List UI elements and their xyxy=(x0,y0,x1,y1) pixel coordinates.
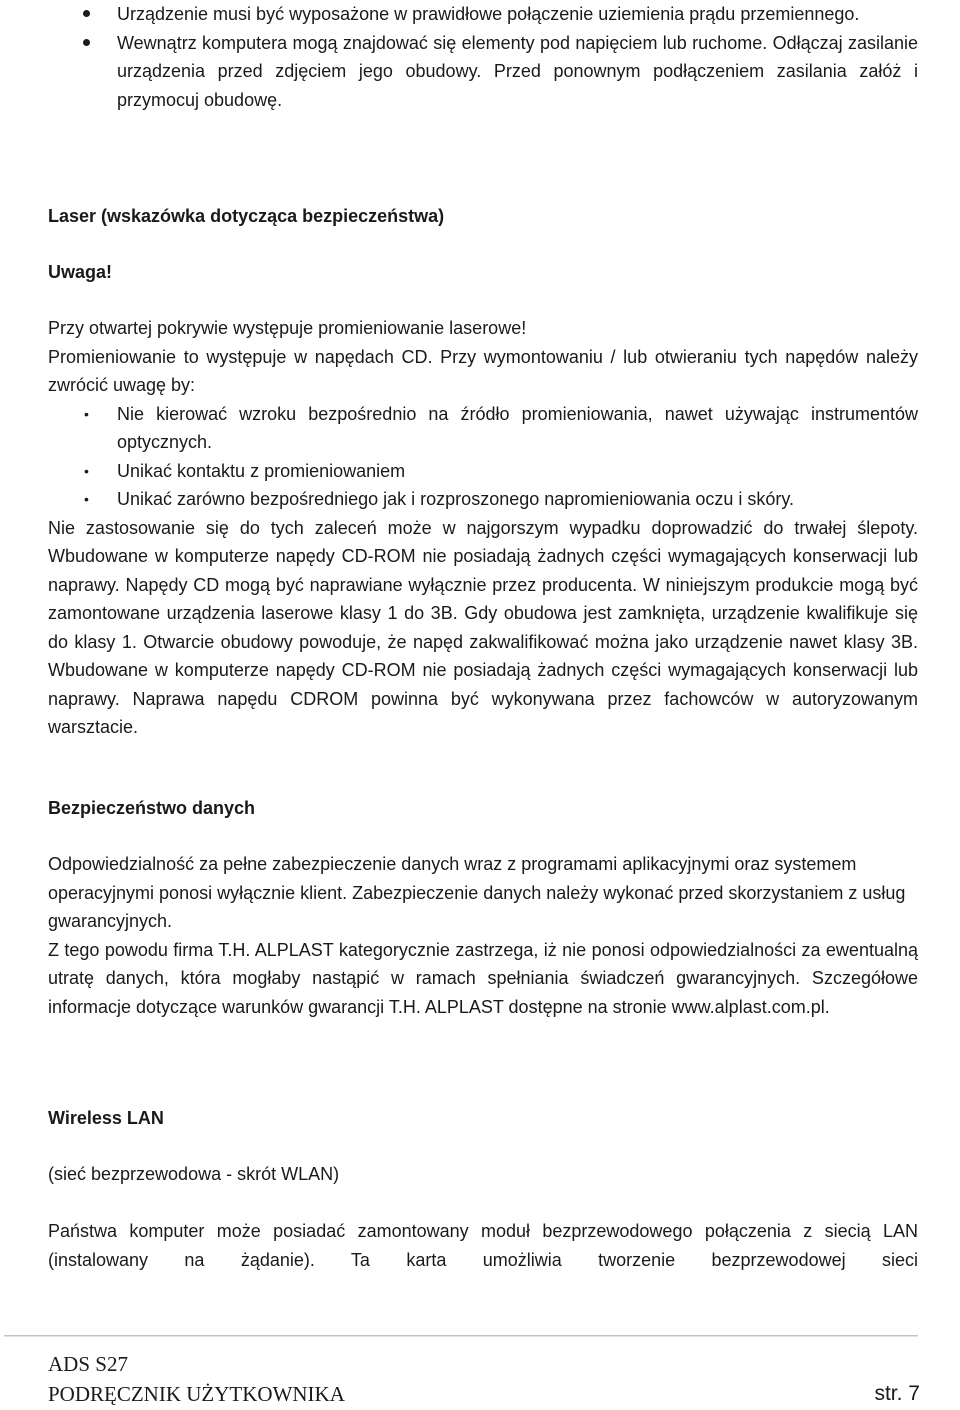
data-safety-para: Odpowiedzialność za pełne zabezpieczenie danych wraz z programami aplikacyjnymi oraz systemem operacyjnymi ponosi wyłącznie klient. Zabezpieczenie danych należy wykonać przed skorzystaniem z usług gwarancyjnych. xyxy=(48,854,906,931)
bullet-item: • Unikać kontaktu z promieniowaniem xyxy=(48,457,918,486)
laser-intro-text: Promieniowanie to występuje w napędach CD. Przy wymontowaniu / lub otwieraniu tych napędów należy zwrócić uwagę by: xyxy=(48,346,918,395)
data-safety-para: Z tego powodu firma T.H. ALPLAST kategorycznie zastrzega, iż nie ponosi odpowiedzialności za ewentualną utratę danych, która mogłaby nastąpić w ramach spełniania świadczeń gwarancyjnych. Szczegółowe informacje dotyczące warunków gwarancji T.H. ALPLAST dostępne na stronie www.alplast.com.pl. xyxy=(48,939,918,1017)
bullet-item: Wewnątrz komputera mogą znajdować się elementy pod napięciem lub ruchome. Odłączaj zasilanie urządzenia przed zdjęciem jego obudowy. Przed ponownym podłączeniem zasilania załóż i przymocuj obudowę. xyxy=(48,29,918,115)
footer xyxy=(48,1382,920,1407)
footer-manual-title: PODRĘCZNIK UŻYTKOWNIKA xyxy=(48,1382,345,1406)
wireless-subtitle: (sieć bezprzewodowa - skrót WLAN) xyxy=(48,1164,340,1184)
bullet-item: • Unikać zarówno bezpośredniego jak i rozproszonego napromieniowania oczu i skóry. xyxy=(48,485,918,514)
grounding-bullet-list xyxy=(48,0,918,114)
laser-intro xyxy=(48,314,918,742)
laser-body: Nie zastosowanie się do tych zaleceń może w najgorszym wypadku doprowadzić do trwałej ślepoty. Wbudowane w komputerze napędy CD-ROM nie posiadają żadnych części wymagających konserwacji lub naprawy. Napędy CD mogą być naprawiane wyłącznie przez producenta. W niniejszym produkcie mogą być zamontowane urządzenia laserowe klasy 1 do 3B. Gdy obudowa jest zamknięta, urządzenie kwalifikuje się do klasy 1. Otwarcie obudowy powoduje, że napęd zakwalifikować można jako urządzenie nawet klasy 3B. Wbudowane w komputerze napędy CD-ROM nie posiadają żadnych części wymagających konserwacji lub naprawy. Naprawa napędu CDROM powinna być wykonywana przez fachowców w autoryzowanym warsztacie. xyxy=(48,517,918,737)
warning-label: Uwaga! xyxy=(48,262,113,282)
data-safety-section xyxy=(48,850,918,1021)
page-number: str. 7 xyxy=(874,1382,920,1405)
laser-bullet-list xyxy=(48,400,918,514)
laser-intro-line: Przy otwartej pokrywie występuje promieniowanie laserowe! xyxy=(48,318,527,338)
laser-heading: Laser (wskazówka dotycząca bezpieczeństwa) xyxy=(48,206,445,226)
footer-divider xyxy=(4,1335,918,1337)
bullet-item: • Nie kierować wzroku bezpośrednio na źródło promieniowania, nawet używając instrumentów optycznych. xyxy=(48,400,918,457)
footer-model: ADS S27 xyxy=(48,1352,128,1376)
bullet-item: Urządzenie musi być wyposażone w prawidłowe połączenie uziemienia prądu przemiennego. xyxy=(48,0,918,29)
wireless-heading: Wireless LAN xyxy=(48,1108,164,1128)
wireless-body: Państwa komputer może posiadać zamontowany moduł bezprzewodowego połączenia z siecią LAN (instalowany na żądanie). Ta karta umożliwia tworzenie bezprzewodowej sieci xyxy=(48,1221,918,1270)
data-safety-heading: Bezpieczeństwo danych xyxy=(48,798,256,818)
